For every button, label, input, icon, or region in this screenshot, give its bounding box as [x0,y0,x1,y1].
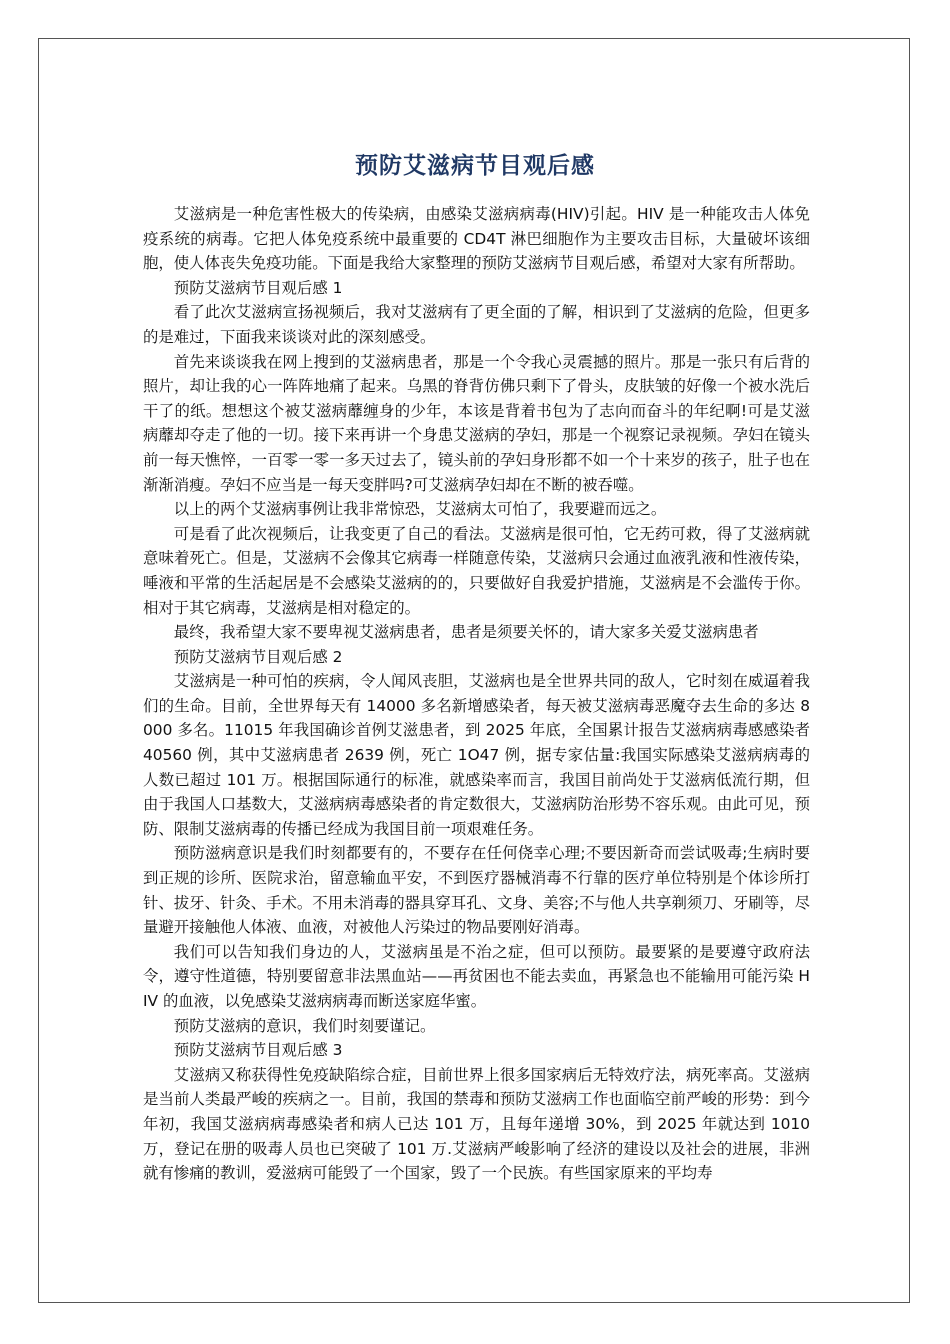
body-paragraph: 预防艾滋病的意识，我们时刻要谨记。 [173,1016,436,1035]
body-paragraph: 可是看了此次视频后，让我变更了自己的看法。艾滋病是很可怕，它无药可救，得了艾滋病就意味着死亡。但是，艾滋病不会像其它病毒一样随意传染，艾滋病只会通过血液乳液和性液传染，唾液和平常的生活起居是不会感染艾滋病的的，只要做好自我爱护措施，艾滋病是不会滥传于你。相对于其它病毒，艾滋病是相对稳定的。 [143,524,810,617]
intro-paragraph: 艾滋病是一种危害性极大的传染病，由感染艾滋病病毒(HIV)引起。HIV 是一种能攻击人体免疫系统的病毒。它把人体免疫系统中最重要的 CD4T 淋巴细胞作为主要攻击目标，大量破坏该细胞，使人体丧失免疫功能。下面是我给大家整理的预防艾滋病节目观后感，希望对大家有所帮助。 [143,205,810,273]
section-heading-3: 预防艾滋病节目观后感 3 [173,1041,343,1060]
body-paragraph: 首先来谈谈我在网上搜到的艾滋病患者，那是一个令我心灵震撼的照片。那是一张只有后背的照片，却让我的心一阵阵地痛了起来。乌黑的脊背仿佛只剩下了骨头，皮肤皱的好像一个被水洗后干了的纸。想想这个被艾滋病蘼缠身的少年，本该是背着书包为了志向而奋斗的年纪啊!可是艾滋病蘼却夺走了他的一切。接下来再讲一个身患艾滋病的孕妇，那是一个视察记录视频。孕妇在镜头前一每天憔悴，一百零一零一多天过去了，镜头前的孕妇身形都不如一个十来岁的孩子，肚子也在渐渐消瘦。孕妇不应当是一每天变胖吗?可艾滋病孕妇却在不断的被吞噬。 [143,352,810,494]
document-body [143,202,810,1186]
body-paragraph: 看了此次艾滋病宣扬视频后，我对艾滋病有了更全面的了解，相识到了艾滋病的危险，但更多的是难过，下面我来谈谈对此的深刻感受。 [143,303,810,346]
section-heading-2: 预防艾滋病节目观后感 2 [173,647,343,666]
body-paragraph: 预防滋病意识是我们时刻都要有的，不要存在任何侥幸心理;不要因新奇而尝试吸毒;生病时要到正规的诊所、医院求治，留意输血平安，不到医疗器械消毒不行靠的医疗单位特别是个体诊所打针、拔牙、针灸、手术。不用未消毒的器具穿耳孔、文身、美容;不与他人共享剃须刀、牙刷等，尽量避开接触他人体液、血液，对被他人污染过的物品要刚好消毒。 [143,844,810,937]
body-paragraph: 以上的两个艾滋病事例让我非常惊恐，艾滋病太可怕了，我要避而远之。 [173,500,667,519]
body-paragraph: 艾滋病又称获得性免疫缺陷综合症，目前世界上很多国家病后无特效疗法，病死率高。艾滋病是当前人类最严峻的疾病之一。目前，我国的禁毒和预防艾滋病工作也面临空前严峻的形势：到今年初，我国艾滋病病毒感染者和病人已达 101 万，且每年递增 30%，到 2025 年就达到 1010 万，登记在册的吸毒人员也已突破了 101 万.艾滋病严峻影响了经济的建设以及社会的进展，非洲就有惨痛的教训，爱滋病可能毁了一个国家，毁了一个民族。有些国家原来的平均寿 [143,1065,810,1183]
document-title: 预防艾滋病节目观后感 [355,153,595,180]
body-paragraph: 最终，我希望大家不要卑视艾滋病患者，患者是须要关怀的，请大家多关爱艾滋病患者 [173,623,759,642]
body-paragraph: 我们可以告知我们身边的人，艾滋病虽是不治之症，但可以预防。最要紧的是要遵守政府法令，遵守性道德，特别要留意非法黑血站——再贫困也不能去卖血，再紧急也不能输用可能污染 HIV 的血液，以免感染艾滋病病毒而断送家庭华蜜。 [143,942,810,1010]
body-paragraph: 艾滋病是一种可怕的疾病，令人闻风丧胆，艾滋病也是全世界共同的敌人，它时刻在威逼着我们的生命。目前，全世界每天有 14000 多名新增感染者，每天被艾滋病毒恶魔夺去生命的多达 8000 多名。11015 年我国确诊首例艾滋患者，到 2025 年底，全国累计报告艾滋病病毒感感染者 40560 例，其中艾滋病患者 2639 例，死亡 1O47 例，据专家估量:我国实际感染艾滋病病毒的人数已超过 101 万。根据国际通行的标准，就感染率而言，我国目前尚处于艾滋病低流行期，但由于我国人口基数大，艾滋病病毒感染者的肯定数很大，艾滋病防治形势不容乐观。由此可见，预防、限制艾滋病毒的传播已经成为我国目前一项艰难任务。 [143,672,810,838]
section-heading-1: 预防艾滋病节目观后感 1 [173,278,343,297]
